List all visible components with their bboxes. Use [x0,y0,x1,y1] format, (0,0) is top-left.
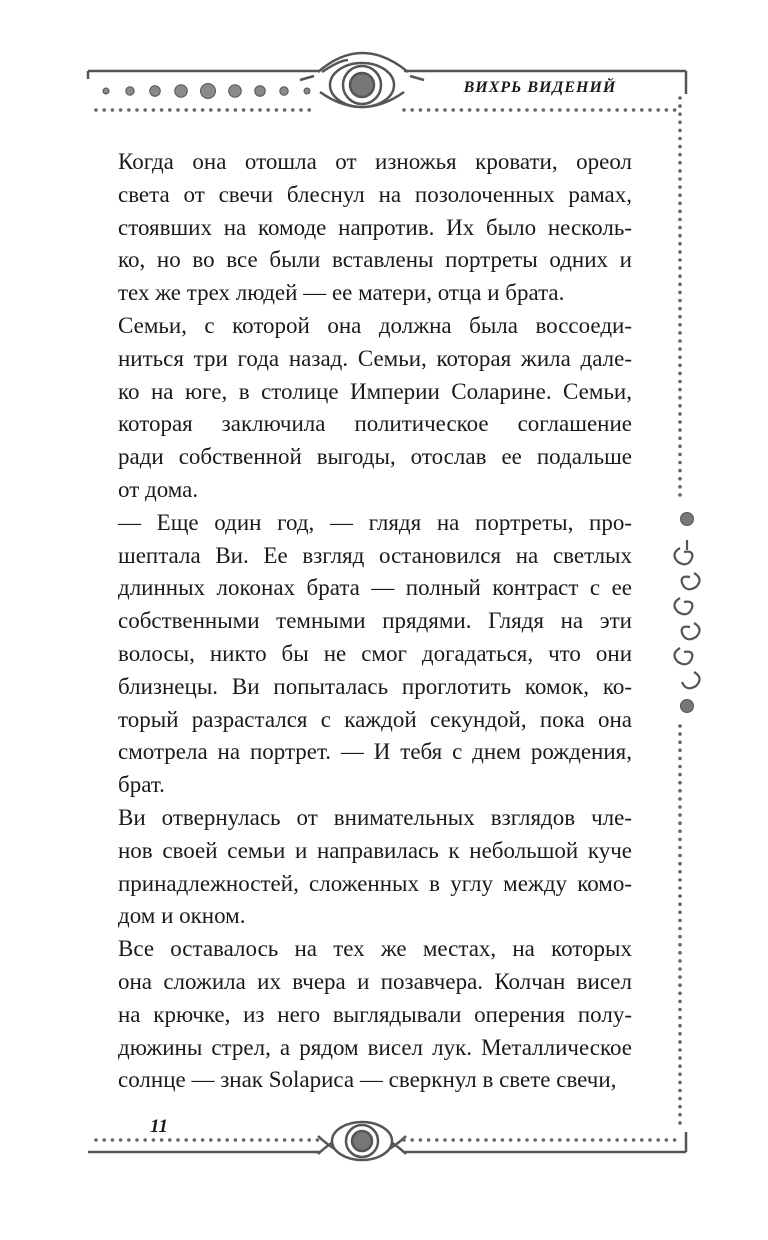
border-dot [678,104,682,108]
paragraph [118,310,632,507]
border-dot [517,1138,521,1142]
border-dot [673,108,677,112]
border-dot [275,1138,279,1142]
border-dot [94,1138,98,1142]
border-dot [678,1105,682,1109]
border-dot [678,453,682,457]
border-dot [678,145,682,149]
border-dot [678,757,682,761]
border-dot [678,975,682,979]
border-dot [678,894,682,898]
border-dot [476,108,480,112]
border-dot [193,1138,197,1142]
border-dot [168,1138,172,1142]
border-dot [678,1000,682,1004]
border-dot [678,1056,682,1060]
border-dot [484,1138,488,1142]
border-dot [435,1138,439,1142]
border-dot [678,485,682,489]
border-dot [591,1138,595,1142]
border-dot [258,1138,262,1142]
border-dot [678,846,682,850]
border-dot [574,1138,578,1142]
border-dot [419,1138,423,1142]
border-dot [678,878,682,882]
border-dot [410,108,414,112]
border-dot [678,177,682,181]
border-dot [168,108,172,112]
border-dot [307,1138,311,1142]
text-line: дом и окном. [118,903,246,929]
border-dot [102,1138,106,1142]
border-dot [678,1089,682,1093]
border-dot [135,1138,139,1142]
border-dot [119,1138,123,1142]
border-dot [299,108,303,112]
border-dot [678,732,682,736]
border-dot [678,339,682,343]
text-line: шептала Ви. Ее взгляд остановился на светлых [118,542,632,568]
border-dot [678,364,682,368]
border-dot [443,1138,447,1142]
border-dot [678,112,682,116]
border-dot [476,1138,480,1142]
border-dot [201,1138,205,1142]
border-dot [678,749,682,753]
border-dot [591,108,595,112]
border-dot [678,927,682,931]
border-dot [678,813,682,817]
border-dot [678,347,682,351]
border-dot [678,967,682,971]
border-dot [484,108,488,112]
border-dot [678,372,682,376]
border-dot [468,1138,472,1142]
border-dot [678,202,682,206]
text-line: света от свечи блеснул на позолоченных рамах, [118,181,632,207]
text-line: ради собственной выгоды, отослав ее подальше [118,444,632,470]
border-dot [152,108,156,112]
border-dot [656,108,660,112]
border-dot [468,108,472,112]
border-dot [574,108,578,112]
border-dot [678,323,682,327]
border-dot [678,886,682,890]
border-dot [678,959,682,963]
border-dot [678,137,682,141]
border-dot [678,951,682,955]
border-dot [525,1138,529,1142]
border-dot [632,1138,636,1142]
border-dot [291,108,295,112]
border-dot [678,805,682,809]
border-dot [615,1138,619,1142]
text-line: Ви отвернулась от внимательных взглядов чле- [118,804,632,830]
border-dot [678,911,682,915]
border-dot [127,1138,131,1142]
border-dot [678,218,682,222]
border-dot [624,1138,628,1142]
paragraph [118,933,632,1097]
border-dot [678,830,682,834]
border-dot [678,854,682,858]
border-dot [583,108,587,112]
running-header-title: ВИХРЬ ВИДЕНИЙ [463,79,617,96]
border-dot [678,870,682,874]
bead-row-top [103,84,310,99]
border-dot [152,1138,156,1142]
border-dot [550,1138,554,1142]
border-dot [678,983,682,987]
border-dot [678,258,682,262]
border-dot [225,1138,229,1142]
border-dot [299,1138,303,1142]
border-dot [566,108,570,112]
border-dot [678,428,682,432]
border-dot [266,1138,270,1142]
border-dot [119,108,123,112]
border-dot [111,108,115,112]
border-dot [143,1138,147,1142]
border-dot [678,169,682,173]
border-dot [316,1138,320,1142]
border-dot [242,108,246,112]
border-dot [678,412,682,416]
border-dot [648,1138,652,1142]
border-dot [678,469,682,473]
border-dot [678,838,682,842]
border-dot [291,1138,295,1142]
border-dot [517,108,521,112]
border-dot [275,108,279,112]
border-dot [678,789,682,793]
border-dot [673,1138,677,1142]
border-dot [678,121,682,125]
border-dot [678,902,682,906]
border-dot [678,1008,682,1012]
text-line: от дома. [118,476,199,502]
border-dot [443,108,447,112]
border-dot [678,919,682,923]
border-dot [550,108,554,112]
border-dot [665,1138,669,1142]
border-dot [678,821,682,825]
border-dot [678,404,682,408]
border-dot [678,380,682,384]
border-dot [250,1138,254,1142]
border-dot [509,1138,513,1142]
border-dot [678,1024,682,1028]
border-dot [678,935,682,939]
border-dot [525,108,529,112]
text-line: собственными темными прядями. Глядя на эти [118,608,632,634]
border-dot [678,307,682,311]
border-dot [632,108,636,112]
border-dot [678,1048,682,1052]
border-dot [427,1138,431,1142]
border-dot [678,1073,682,1077]
border-dot [665,108,669,112]
border-dot [566,1138,570,1142]
border-dot [678,129,682,133]
text-line: близнецы. Ви попыталась проглотить комок, ко- [118,673,632,699]
text-line: торый разрастался с каждой секундой, пока она [118,706,632,732]
border-dot [501,1138,505,1142]
text-line: ко, но во все были вставлены портреты одних и [118,247,632,273]
border-dot [402,1138,406,1142]
border-dot [176,1138,180,1142]
text-line: она сложила их вчера и позавчера. Колчан висел [118,968,632,994]
border-dot [678,1032,682,1036]
border-dot [111,1138,115,1142]
border-dot [209,1138,213,1142]
border-dot [160,1138,164,1142]
border-dot [678,773,682,777]
border-dot [533,108,537,112]
border-dot [307,108,311,112]
border-dot [678,266,682,270]
border-dot [678,299,682,303]
border-dot [615,108,619,112]
text-line: смотрела на портрет. — И тебя с днем рождения, [118,739,632,765]
border-dot [678,477,682,481]
text-line: ко на юге, в столице Империи Соларине. Семьи, [118,378,632,404]
border-dot [678,992,682,996]
body-text [118,146,632,1097]
border-dot [258,108,262,112]
border-dot [102,108,106,112]
border-dot [678,1097,682,1101]
border-dot [678,461,682,465]
border-dot [225,108,229,112]
paragraph [118,802,632,933]
border-dot [250,108,254,112]
border-dot [558,1138,562,1142]
text-line: ниться три года назад. Семьи, которая жила дале- [118,345,632,371]
border-dot [193,108,197,112]
border-dot [678,765,682,769]
border-dot [217,108,221,112]
border-dot [599,1138,603,1142]
border-dot [542,1138,546,1142]
border-dot [640,108,644,112]
border-dot [678,781,682,785]
border-dot [427,108,431,112]
border-dot [678,1016,682,1020]
border-dot [234,1138,238,1142]
border-dot [160,108,164,112]
border-dot [234,108,238,112]
border-dot [678,96,682,100]
side-ornament [674,513,699,713]
border-dot [176,108,180,112]
border-dot [678,185,682,189]
paragraph [118,507,632,802]
border-dot [678,1081,682,1085]
border-dot [678,724,682,728]
border-dot [678,250,682,254]
text-line: нов своей семьи и направилась к небольшой куче [118,837,632,863]
text-line: тех же трех людей — ее матери, отца и брата. [118,280,565,306]
border-dot [135,108,139,112]
border-dot [640,1138,644,1142]
border-dot [451,108,455,112]
text-line: принадлежностей, сложенных в углу между комо- [118,870,632,896]
border-dot [266,108,270,112]
border-dot [678,797,682,801]
eye-ornament-top [300,53,424,107]
text-line: Все оставалось на тех же местах, на которых [118,936,632,962]
border-dot [678,445,682,449]
border-dot [201,108,205,112]
border-dot [558,108,562,112]
border-dot [94,108,98,112]
border-dot [678,153,682,157]
border-dot [209,108,213,112]
border-dot [492,1138,496,1142]
border-dot [656,1138,660,1142]
text-line: стоявших на комоде напротив. Их было несколь- [118,214,632,240]
text-line: Семьи, с которой она должна была воссоеди- [118,312,632,338]
page-number: 11 [150,1116,168,1137]
border-dot [184,1138,188,1142]
text-line: волосы, никто бы не смог догадаться, что они [118,640,632,666]
border-dot [242,1138,246,1142]
border-dot [678,274,682,278]
border-dot [678,388,682,392]
border-dot [184,108,188,112]
border-dot [678,242,682,246]
border-dot [501,108,505,112]
border-dot [678,1040,682,1044]
border-dot [678,420,682,424]
border-dot [143,108,147,112]
border-dot [678,210,682,214]
border-dot [492,108,496,112]
border-dot [678,740,682,744]
border-dot [435,108,439,112]
border-dot [583,1138,587,1142]
eye-ornament-bottom [318,1122,406,1160]
border-dot [460,108,464,112]
border-dot [460,1138,464,1142]
text-line: длинных локонах брата — полный контраст с ее [118,575,632,601]
text-line: — Еще один год, — глядя на портреты, про- [118,509,632,535]
border-dot [283,108,287,112]
border-dot [607,1138,611,1142]
border-dot [127,108,131,112]
text-line: солнце — знак Solариса — сверкнул в свете свечи, [118,1067,617,1093]
border-dot [678,355,682,359]
border-dot [678,862,682,866]
border-dot [509,108,513,112]
border-dot [678,1121,682,1125]
border-dot [678,283,682,287]
text-line: Когда она отошла от изножья кровати, ореол [118,149,632,174]
border-dot [599,108,603,112]
border-dot [607,108,611,112]
border-dot [678,161,682,165]
border-dot [678,226,682,230]
border-dot [451,1138,455,1142]
border-dot [678,1113,682,1117]
border-dot [283,1138,287,1142]
border-dot [678,193,682,197]
text-line: на крючке, из него выглядывали оперения полу- [118,1001,632,1027]
paragraph [118,146,632,310]
border-dot [678,1064,682,1068]
border-dot [533,1138,537,1142]
border-dot [678,315,682,319]
text-line: которая заключила политическое соглашение [118,411,632,437]
border-dot [678,493,682,497]
text-line: брат. [118,772,165,798]
border-dot [678,943,682,947]
border-dot [678,234,682,238]
border-dot [678,396,682,400]
text-line: дюжины стрел, а рядом висел лук. Металлическое [118,1034,632,1060]
border-dot [410,1138,414,1142]
border-dot [648,108,652,112]
border-dot [217,1138,221,1142]
border-dot [678,291,682,295]
border-dot [678,436,682,440]
border-dot [402,108,406,112]
border-dot [678,331,682,335]
border-dot [624,108,628,112]
border-dot [419,108,423,112]
border-dot [542,108,546,112]
